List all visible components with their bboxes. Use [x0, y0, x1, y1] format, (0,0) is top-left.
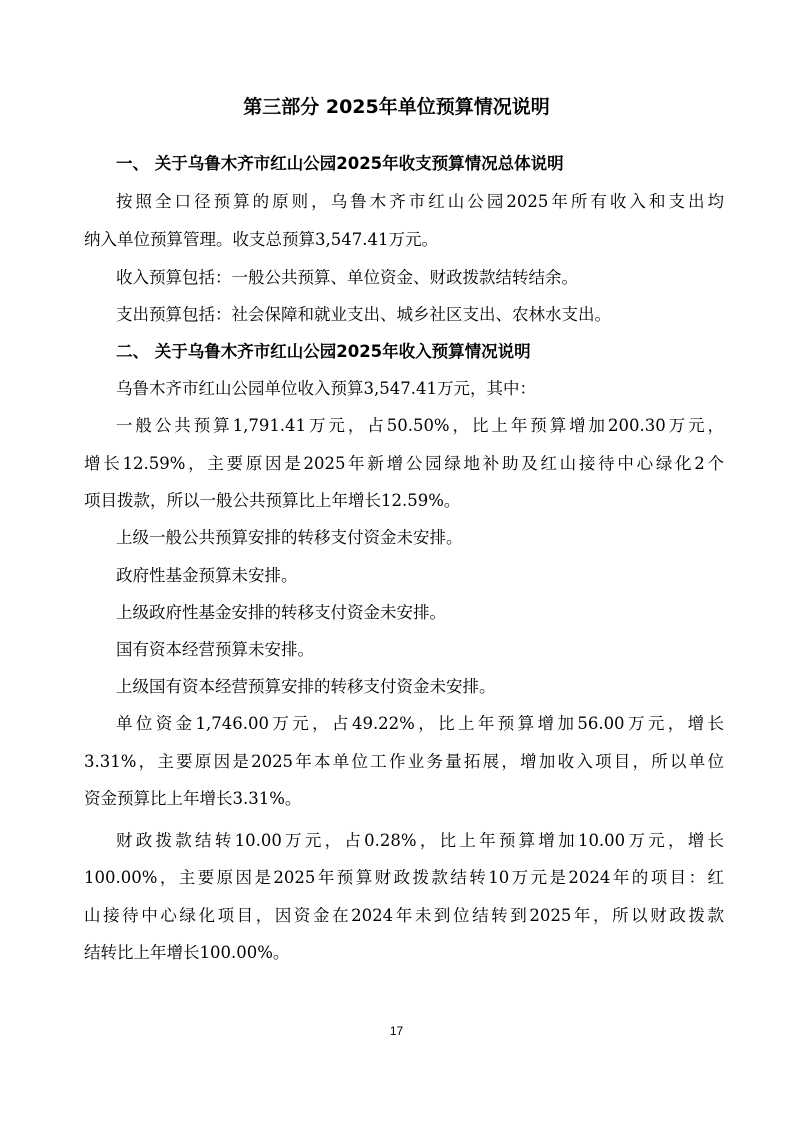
paragraph-line: 100.00%，主要原因是2025年预算财政拨款结转10万元是2024年的项目：红	[84, 868, 724, 887]
paragraph-line: 纳入单位预算管理。收支总预算3,547.41万元。	[84, 230, 438, 249]
section-heading-2: 二、 关于乌鲁木齐市红山公园2025年收入预算情况说明	[116, 342, 531, 361]
paragraph-line: 结转比上年增长100.00%。	[84, 943, 290, 962]
paragraph-line: 财政拨款结转10.00万元，占0.28%，比上年预算增加10.00万元，增长	[116, 831, 724, 850]
section-heading-1: 一、 关于乌鲁木齐市红山公园2025年收支预算情况总体说明	[116, 154, 564, 173]
paragraph-line: 资金预算比上年增长3.31%。	[84, 789, 302, 808]
paragraph-line: 山接待中心绿化项目，因资金在2024年未到位结转到2025年，所以财政拨款	[84, 906, 724, 925]
paragraph-line: 按照全口径预算的原则，乌鲁木齐市红山公园2025年所有收入和支出均	[116, 192, 724, 211]
paragraph-line: 项目拨款，所以一般公共预算比上年增长12.59%。	[84, 491, 461, 510]
paragraph-line: 上级国有资本经营预算安排的转移支付资金未安排。	[116, 677, 496, 696]
paragraph-line: 3.31%，主要原因是2025年本单位工作业务量拓展，增加收入项目，所以单位	[84, 752, 724, 771]
paragraph-line: 增长12.59%，主要原因是2025年新增公园绿地补助及红山接待中心绿化2个	[84, 454, 724, 473]
paragraph-line: 政府性基金预算未安排。	[116, 566, 298, 585]
paragraph-line: 单位资金1,746.00万元，占49.22%，比上年预算增加56.00万元，增长	[116, 714, 724, 733]
paragraph-line: 乌鲁木齐市红山公园单位收入预算3,547.41万元，其中：	[116, 379, 536, 398]
paragraph-line: 上级一般公共预算安排的转移支付资金未安排。	[116, 528, 463, 547]
paragraph-line: 国有资本经营预算未安排。	[116, 640, 314, 659]
page-title: 第三部分 2025年单位预算情况说明	[243, 96, 550, 118]
page-number: 17	[389, 1024, 404, 1038]
paragraph-line: 上级政府性基金安排的转移支付资金未安排。	[116, 603, 446, 622]
paragraph-line: 支出预算包括：社会保障和就业支出、城乡社区支出、农林水支出。	[116, 305, 611, 324]
paragraph-line: 一般公共预算1,791.41万元，占50.50%，比上年预算增加200.30万元，	[116, 416, 724, 435]
paragraph-line: 收入预算包括：一般公共预算、单位资金、财政拨款结转结余。	[116, 268, 578, 287]
